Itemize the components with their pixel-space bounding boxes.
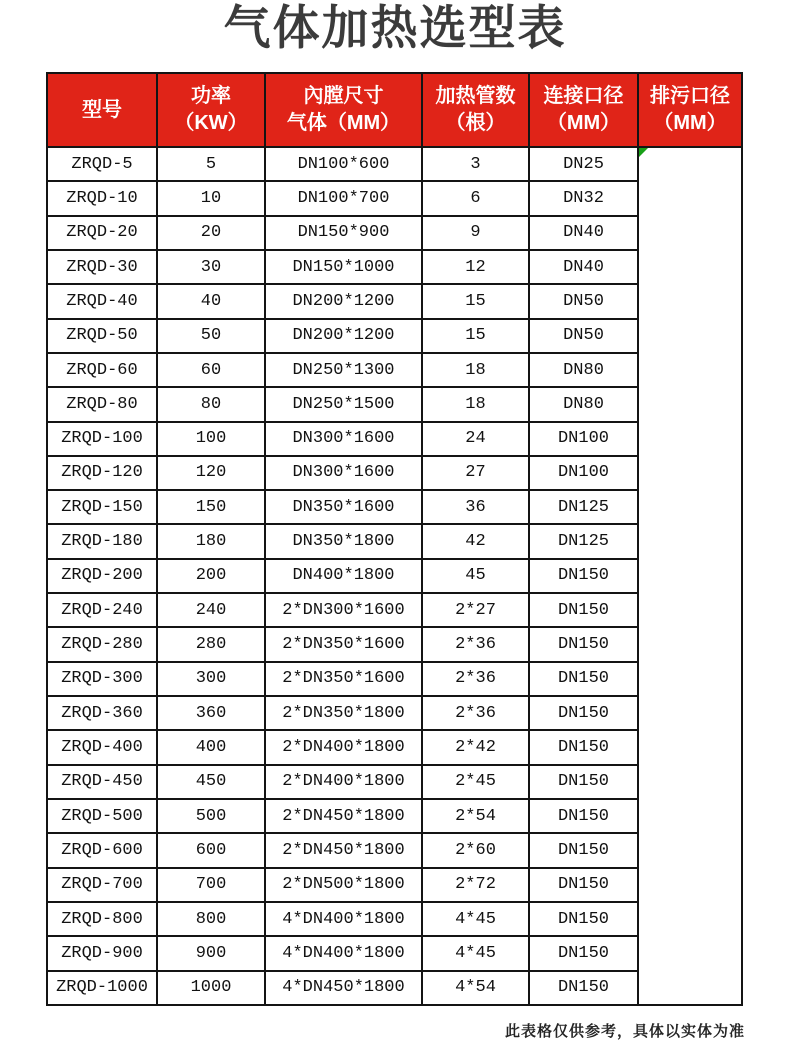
cell-chamber-size: 2*DN450*1800: [265, 799, 422, 833]
cell-chamber-size: DN350*1600: [265, 490, 422, 524]
header-tube-count-line2: （根）: [445, 112, 506, 134]
cell-chamber-size: 2*DN500*1800: [265, 868, 422, 902]
cell-tube-count: 27: [422, 456, 529, 490]
cell-power: 500: [157, 799, 265, 833]
cell-connection: DN80: [529, 387, 638, 421]
cell-model: ZRQD-5: [47, 147, 157, 181]
cell-power: 30: [157, 250, 265, 284]
cell-chamber-size: DN250*1500: [265, 387, 422, 421]
cell-connection: DN150: [529, 833, 638, 867]
cell-power: 40: [157, 284, 265, 318]
cell-tube-count: 4*45: [422, 902, 529, 936]
cell-power: 200: [157, 559, 265, 593]
cell-power: 1000: [157, 971, 265, 1006]
cell-chamber-size: 2*DN450*1800: [265, 833, 422, 867]
cell-tube-count: 15: [422, 319, 529, 353]
cell-tube-count: 18: [422, 353, 529, 387]
cell-chamber-size: DN300*1600: [265, 456, 422, 490]
cell-model: ZRQD-30: [47, 250, 157, 284]
cell-connection: DN25: [529, 147, 638, 181]
cell-connection: DN150: [529, 662, 638, 696]
cell-power: 60: [157, 353, 265, 387]
footnote: 此表格仅供参考，具体以实体为准: [504, 1023, 745, 1040]
cell-model: ZRQD-20: [47, 216, 157, 250]
cell-connection: DN150: [529, 730, 638, 764]
cell-model: ZRQD-150: [47, 490, 157, 524]
cell-model: ZRQD-60: [47, 353, 157, 387]
cell-model: ZRQD-100: [47, 422, 157, 456]
cell-power: 600: [157, 833, 265, 867]
cell-connection: DN50: [529, 284, 638, 318]
spec-table: [46, 72, 743, 1006]
cell-model: ZRQD-300: [47, 662, 157, 696]
cell-connection: DN150: [529, 902, 638, 936]
cell-connection: DN100: [529, 422, 638, 456]
header-connection-line2: （MM）: [546, 112, 621, 134]
cell-power: 400: [157, 730, 265, 764]
cell-tube-count: 2*36: [422, 696, 529, 730]
cell-connection: DN150: [529, 593, 638, 627]
cell-model: ZRQD-360: [47, 696, 157, 730]
cell-chamber-size: 2*DN350*1600: [265, 627, 422, 661]
cell-chamber-size: 2*DN350*1600: [265, 662, 422, 696]
cell-connection: DN100: [529, 456, 638, 490]
cell-tube-count: 3: [422, 147, 529, 181]
cell-chamber-size: DN100*700: [265, 181, 422, 215]
cell-tube-count: 45: [422, 559, 529, 593]
cell-power: 10: [157, 181, 265, 215]
green-corner-marker-icon: [639, 148, 648, 157]
cell-model: ZRQD-500: [47, 799, 157, 833]
cell-chamber-size: DN200*1200: [265, 284, 422, 318]
cell-chamber-size: 2*DN400*1800: [265, 765, 422, 799]
cell-power: 450: [157, 765, 265, 799]
cell-tube-count: 12: [422, 250, 529, 284]
cell-chamber-size: DN400*1800: [265, 559, 422, 593]
cell-connection: DN150: [529, 799, 638, 833]
cell-model: ZRQD-180: [47, 524, 157, 558]
cell-tube-count: 2*36: [422, 627, 529, 661]
cell-chamber-size: 2*DN300*1600: [265, 593, 422, 627]
cell-model: ZRQD-800: [47, 902, 157, 936]
cell-power: 150: [157, 490, 265, 524]
cell-chamber-size: DN250*1300: [265, 353, 422, 387]
cell-connection: DN150: [529, 559, 638, 593]
cell-chamber-size: 2*DN350*1800: [265, 696, 422, 730]
cell-model: ZRQD-80: [47, 387, 157, 421]
header-drain-line2: （MM）: [653, 112, 727, 134]
cell-model: ZRQD-600: [47, 833, 157, 867]
cell-power: 5: [157, 147, 265, 181]
cell-chamber-size: 4*DN400*1800: [265, 902, 422, 936]
cell-tube-count: 9: [422, 216, 529, 250]
header-connection-line1: 连接口径: [543, 85, 624, 107]
cell-power: 280: [157, 627, 265, 661]
header-row: [47, 73, 742, 147]
cell-tube-count: 4*45: [422, 936, 529, 970]
cell-power: 20: [157, 216, 265, 250]
cell-tube-count: 2*27: [422, 593, 529, 627]
cell-chamber-size: DN150*1000: [265, 250, 422, 284]
cell-model: ZRQD-50: [47, 319, 157, 353]
cell-connection: DN40: [529, 250, 638, 284]
cell-model: ZRQD-1000: [47, 971, 157, 1006]
cell-tube-count: 4*54: [422, 971, 529, 1006]
cell-model: ZRQD-40: [47, 284, 157, 318]
cell-tube-count: 24: [422, 422, 529, 456]
cell-connection: DN150: [529, 696, 638, 730]
cell-power: 50: [157, 319, 265, 353]
cell-tube-count: 2*60: [422, 833, 529, 867]
cell-tube-count: 2*42: [422, 730, 529, 764]
cell-power: 240: [157, 593, 265, 627]
cell-model: ZRQD-280: [47, 627, 157, 661]
cell-chamber-size: DN100*600: [265, 147, 422, 181]
cell-power: 100: [157, 422, 265, 456]
header-power: [157, 73, 265, 147]
header-chamber-size-line2: 气体（MM）: [286, 112, 401, 134]
cell-chamber-size: 2*DN400*1800: [265, 730, 422, 764]
cell-power: 800: [157, 902, 265, 936]
table-body: [47, 147, 742, 1005]
cell-connection: DN80: [529, 353, 638, 387]
cell-model: ZRQD-700: [47, 868, 157, 902]
cell-model: ZRQD-200: [47, 559, 157, 593]
cell-tube-count: 2*36: [422, 662, 529, 696]
cell-model: ZRQD-900: [47, 936, 157, 970]
cell-model: ZRQD-450: [47, 765, 157, 799]
cell-connection: DN125: [529, 490, 638, 524]
cell-connection: DN150: [529, 765, 638, 799]
cell-power: 700: [157, 868, 265, 902]
cell-tube-count: 15: [422, 284, 529, 318]
cell-tube-count: 18: [422, 387, 529, 421]
cell-connection: DN150: [529, 868, 638, 902]
cell-connection: DN32: [529, 181, 638, 215]
header-connection: [529, 73, 638, 147]
cell-connection: DN50: [529, 319, 638, 353]
cell-tube-count: 2*54: [422, 799, 529, 833]
cell-chamber-size: DN150*900: [265, 216, 422, 250]
cell-power: 900: [157, 936, 265, 970]
cell-model: ZRQD-10: [47, 181, 157, 215]
cell-power: 120: [157, 456, 265, 490]
cell-model: ZRQD-120: [47, 456, 157, 490]
page-title: 气体加热选型表: [223, 1, 567, 54]
header-power-line2: （KW）: [174, 112, 248, 134]
cell-chamber-size: DN200*1200: [265, 319, 422, 353]
header-chamber-size-line1: 內膛尺寸: [303, 85, 384, 107]
cell-tube-count: 6: [422, 181, 529, 215]
cell-chamber-size: DN350*1800: [265, 524, 422, 558]
cell-tube-count: 36: [422, 490, 529, 524]
cell-connection: DN125: [529, 524, 638, 558]
cell-chamber-size: DN300*1600: [265, 422, 422, 456]
cell-connection: DN150: [529, 971, 638, 1006]
header-chamber-size: [265, 73, 422, 147]
header-drain: [638, 73, 742, 147]
header-tube-count-line1: 加热管数: [435, 85, 516, 107]
cell-tube-count: 2*45: [422, 765, 529, 799]
cell-connection: DN40: [529, 216, 638, 250]
cell-model: ZRQD-400: [47, 730, 157, 764]
cell-power: 300: [157, 662, 265, 696]
header-power-line1: 功率: [191, 85, 231, 107]
cell-power: 360: [157, 696, 265, 730]
table-row: [47, 147, 742, 181]
cell-connection: DN150: [529, 627, 638, 661]
cell-power: 180: [157, 524, 265, 558]
cell-connection: DN150: [529, 936, 638, 970]
header-drain-line1: 排污口径: [650, 85, 730, 107]
cell-chamber-size: 4*DN450*1800: [265, 971, 422, 1006]
spec-table-header: [47, 73, 742, 147]
header-model-line1: 型号: [82, 98, 122, 121]
header-tube-count: [422, 73, 529, 147]
cell-tube-count: 42: [422, 524, 529, 558]
cell-tube-count: 2*72: [422, 868, 529, 902]
cell-model: ZRQD-240: [47, 593, 157, 627]
cell-drain-merged: [638, 147, 742, 1005]
header-model: [47, 73, 157, 147]
cell-power: 80: [157, 387, 265, 421]
cell-chamber-size: 4*DN400*1800: [265, 936, 422, 970]
